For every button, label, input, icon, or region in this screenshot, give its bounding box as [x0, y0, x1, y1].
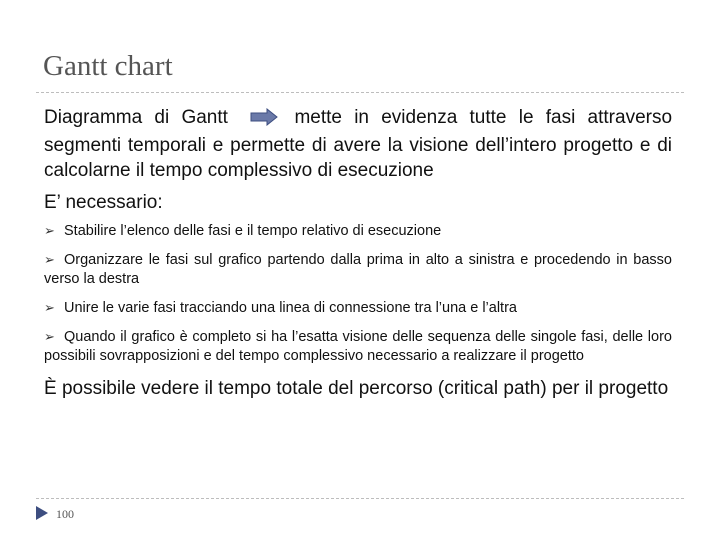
right-arrow-icon — [250, 108, 278, 133]
bullet-item: ➢ Stabilire l’elenco delle fasi e il tempo relativo di esecuzione — [44, 223, 442, 239]
slide-body — [44, 105, 672, 402]
bullet-arrow-icon: ➢ — [44, 223, 55, 238]
page-number: 100 — [56, 507, 74, 521]
bullet-item: ➢ Quando il grafico è completo si ha l’esatta visione delle sequenza delle singole fasi, delle loro possibili sovrapposizioni e del tempo complessivo necessario a realizzare il progetto — [44, 329, 672, 364]
slide-title: Gantt chart — [43, 50, 173, 82]
title-divider — [36, 92, 684, 93]
footer-triangle-icon — [36, 506, 48, 525]
closing-paragraph: È possibile vedere il tempo totale del percorso (critical path) per il progetto — [44, 378, 669, 399]
bullet-arrow-icon: ➢ — [44, 300, 55, 315]
requirements-heading: E’ necessario: — [44, 192, 163, 213]
footer-divider — [36, 498, 684, 499]
bullet-arrow-icon: ➢ — [44, 329, 55, 344]
bullet-arrow-icon: ➢ — [44, 252, 55, 267]
intro-rest: mette in evidenza tutte le fasi attraverso segmenti temporali e permette di avere la visione dell’intero progetto e di calcolarne il tempo complessivo di esecuzione — [44, 107, 673, 181]
intro-start: Diagramma di Gantt — [44, 107, 228, 128]
bullet-item: ➢ Unire le varie fasi tracciando una linea di connessione tra l’una e l’altra — [44, 300, 517, 316]
bullet-item: ➢ Organizzare le fasi sul grafico partendo dalla prima in alto a sinistra e procedendo in basso verso la destra — [44, 252, 672, 287]
intro-paragraph — [44, 105, 672, 183]
